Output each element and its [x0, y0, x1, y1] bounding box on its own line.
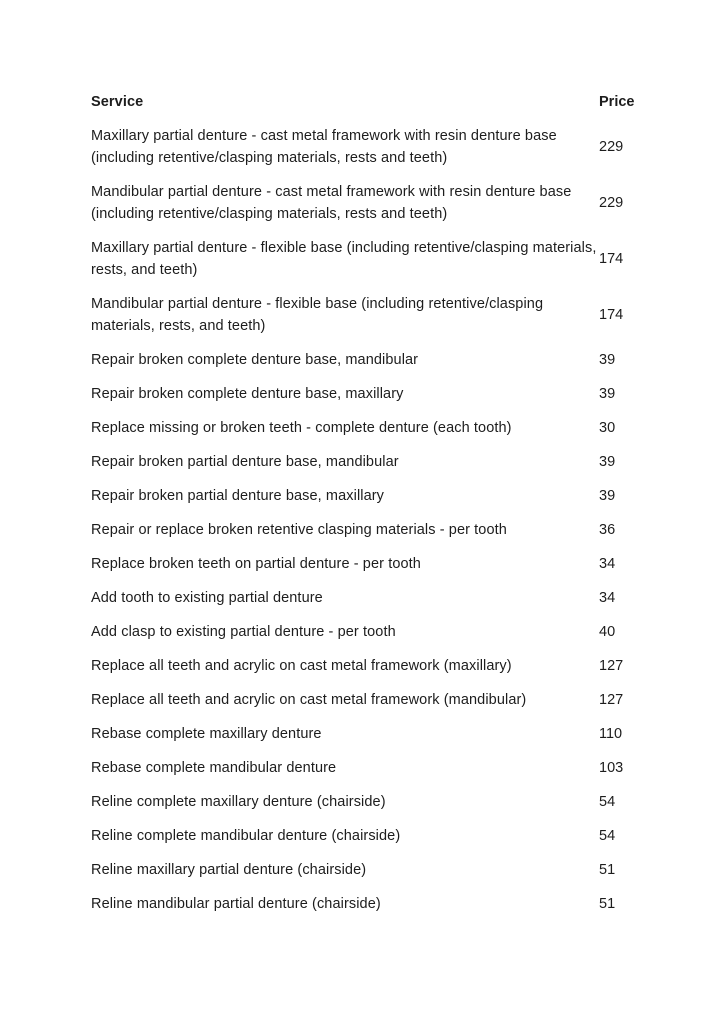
service-cell: Maxillary partial denture - cast metal framework with resin denture base (including retentive/clasping materials, rests and teeth) [91, 128, 557, 166]
table-row [91, 383, 631, 405]
table-row [91, 125, 631, 169]
table-row [91, 587, 631, 609]
service-cell: Reline complete maxillary denture (chairside) [91, 794, 386, 810]
table-row [91, 655, 631, 677]
table-row [91, 417, 631, 439]
service-cell: Replace broken teeth on partial denture - per tooth [91, 556, 421, 572]
service-cell: Add tooth to existing partial denture [91, 590, 323, 606]
price-cell: 39 [599, 488, 616, 504]
price-table [91, 91, 635, 927]
price-cell: 39 [599, 352, 616, 368]
table-row [91, 237, 631, 281]
service-cell: Repair broken complete denture base, mandibular [91, 352, 419, 368]
table-row [91, 485, 631, 507]
table-row [91, 859, 631, 881]
table-row [91, 791, 631, 813]
service-cell: Add clasp to existing partial denture - per tooth [91, 624, 396, 640]
price-cell: 174 [599, 307, 624, 323]
price-cell: 229 [599, 195, 624, 211]
service-cell: Rebase complete maxillary denture [91, 726, 322, 742]
price-cell: 54 [599, 828, 616, 844]
service-cell: Reline complete mandibular denture (chairside) [91, 828, 401, 844]
table-body [91, 125, 631, 915]
table-row [91, 689, 631, 711]
price-cell: 39 [599, 386, 616, 402]
price-cell: 40 [599, 624, 616, 640]
service-cell: Replace all teeth and acrylic on cast metal framework (mandibular) [91, 692, 527, 708]
price-cell: 30 [599, 420, 616, 436]
table-row [91, 451, 631, 473]
service-cell: Reline maxillary partial denture (chairside) [91, 862, 367, 878]
table-row [91, 181, 631, 225]
price-cell: 103 [599, 760, 624, 776]
service-cell: Repair broken partial denture base, mandibular [91, 454, 399, 470]
table-row [91, 621, 631, 643]
price-cell: 174 [599, 251, 624, 267]
price-cell: 127 [599, 692, 624, 708]
price-cell: 229 [599, 139, 624, 155]
service-cell: Reline mandibular partial denture (chairside) [91, 896, 381, 912]
table-header-row [91, 91, 635, 113]
service-column-header: Service [91, 94, 144, 110]
price-cell: 110 [599, 726, 623, 742]
table-row [91, 825, 631, 847]
price-cell: 51 [599, 862, 616, 878]
price-cell: 39 [599, 454, 616, 470]
service-cell: Repair or replace broken retentive clasping materials - per tooth [91, 522, 507, 538]
table-row [91, 893, 631, 915]
service-cell: Mandibular partial denture - cast metal framework with resin denture base (including retentive/clasping materials, rests and teeth) [91, 184, 572, 222]
table-row [91, 757, 631, 779]
service-cell: Replace missing or broken teeth - complete denture (each tooth) [91, 420, 512, 436]
service-cell: Repair broken complete denture base, maxillary [91, 386, 404, 402]
price-cell: 54 [599, 794, 616, 810]
table-row [91, 723, 631, 745]
service-cell: Repair broken partial denture base, maxillary [91, 488, 385, 504]
service-cell: Rebase complete mandibular denture [91, 760, 337, 776]
table-row [91, 519, 631, 541]
service-cell: Replace all teeth and acrylic on cast metal framework (maxillary) [91, 658, 512, 674]
price-cell: 34 [599, 590, 616, 606]
price-column-header: Price [599, 94, 635, 110]
price-cell: 51 [599, 896, 616, 912]
table-row [91, 349, 631, 371]
price-cell: 127 [599, 658, 624, 674]
price-cell: 34 [599, 556, 616, 572]
table-row [91, 293, 631, 337]
service-cell: Mandibular partial denture - flexible base (including retentive/clasping materials, rests, and teeth) [91, 296, 544, 334]
price-cell: 36 [599, 522, 616, 538]
table-row [91, 553, 631, 575]
service-cell: Maxillary partial denture - flexible base (including retentive/clasping materials, rests, and teeth) [91, 240, 597, 278]
